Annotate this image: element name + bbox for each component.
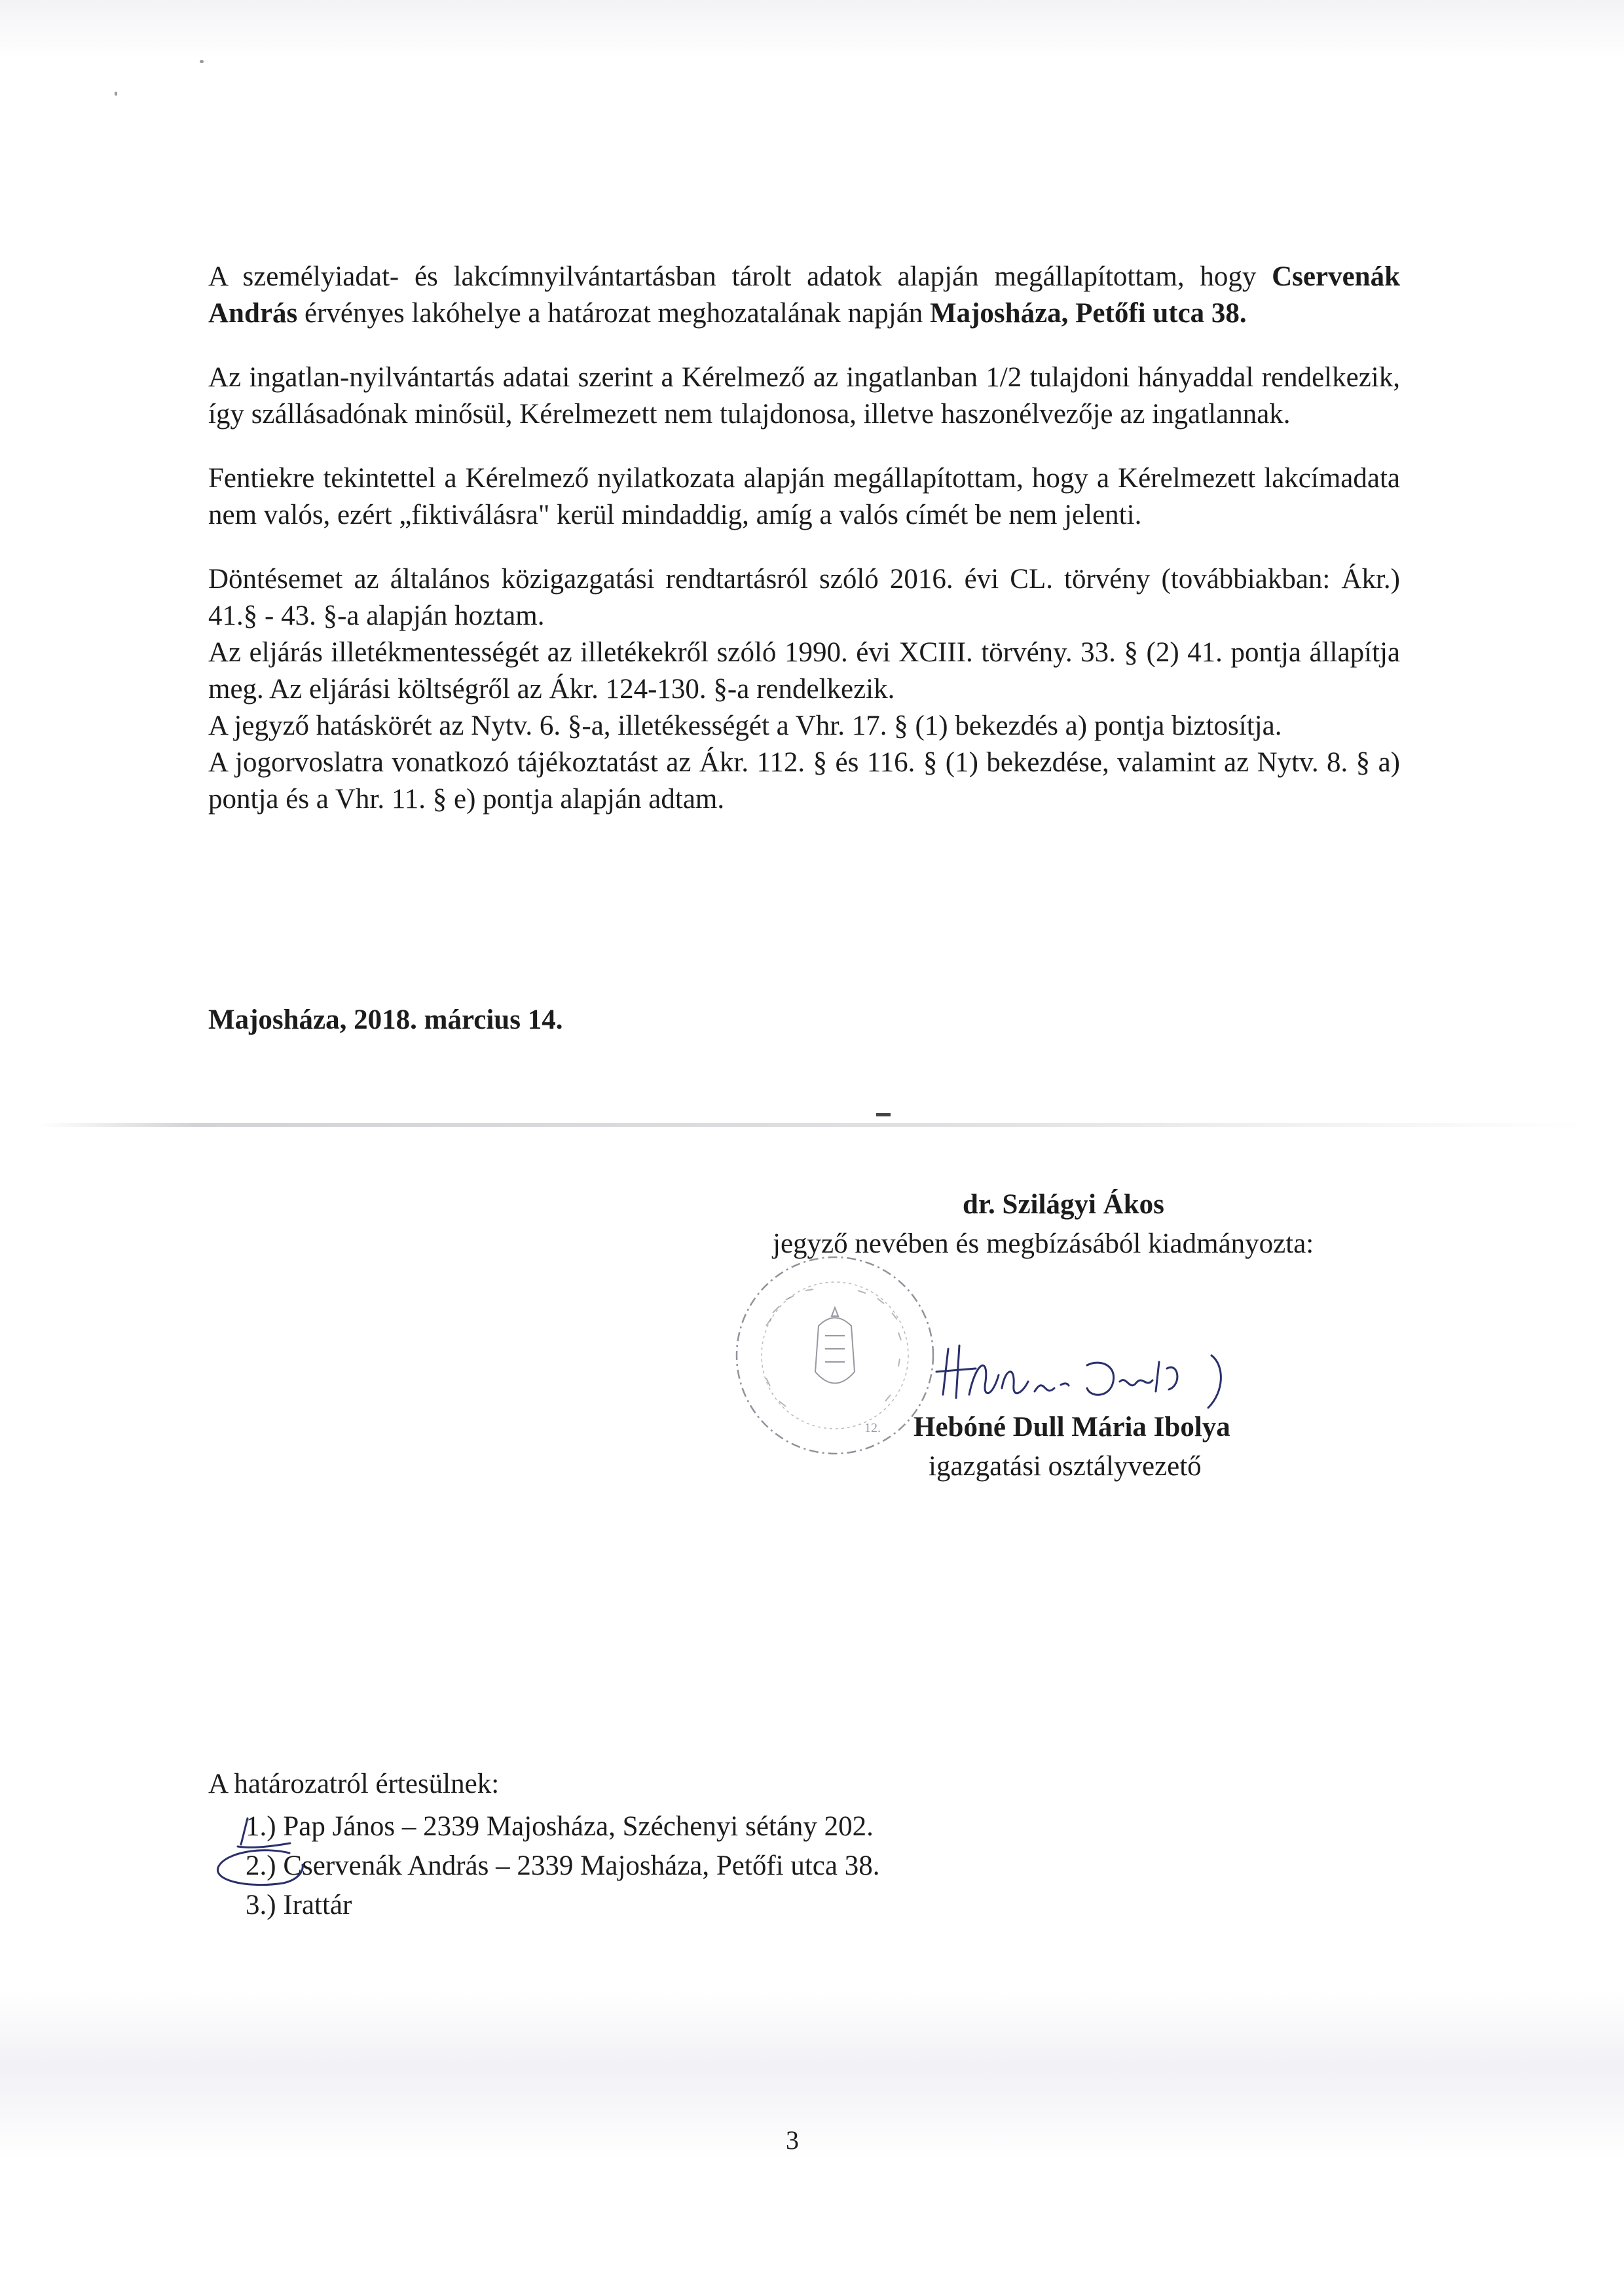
scan-speck [115, 92, 117, 96]
paragraph-competence: A jegyző hatáskörét az Nytv. 6. §-a, illetékességét a Vhr. 17. § (1) bekezdés a) pontja biztosítja. [208, 710, 1282, 741]
recipient-item: 1.) Pap János – 2339 Majosháza, Széchenyi sétány 202. [246, 1811, 874, 1842]
paragraph-text: A személyiadat- és lakcímnyilvántartásban tárolt adatok alapján megállapítottam, hogy [208, 261, 1272, 292]
document-body [208, 259, 1400, 818]
paragraph-legal-basis: Döntésemet az általános közigazgatási rendtartásról szóló 2016. évi CL. törvény (továbbiakban: Ákr.) 41.§ - 43. §-a alapján hoztam. [208, 564, 1400, 631]
paragraph-finding: Fentiekre tekintettel a Kérelmező nyilatkozata alapján megállapítottam, hogy a Kérelmezett lakcímadata nem valós, ezért „fiktiválásra" kerül mindaddig, amíg a valós címét be nem jelenti. [208, 463, 1400, 530]
paragraph-residence [208, 259, 1400, 332]
signer-role: jegyző nevében és megbízásából kiadmányozta: [773, 1228, 1314, 1259]
handwritten-underline-mark [234, 1810, 293, 1850]
recipient-item: 2.) Cservenák András – 2339 Majosháza, Petőfi utca 38. [246, 1850, 880, 1881]
paragraph-remedy: A jogorvoslatra vonatkozó tájékoztatást az Ákr. 112. § és 116. § (1) bekezdése, valamint az Nytv. 8. § a) pontja és a Vhr. 11. § e) pontja alapján adtam. [208, 747, 1400, 815]
scan-shade-top [0, 0, 1624, 59]
paper-mark [876, 1113, 891, 1116]
svg-text:12.: 12. [864, 1421, 881, 1435]
official-stamp [727, 1247, 943, 1463]
person-name: Cservenák András [208, 261, 1400, 329]
recipients-title: A határozatról értesülnek: [208, 1769, 500, 1799]
paragraph-text: érvényes lakóhelye a határozat meghozatalának napján [297, 298, 931, 329]
handwritten-signature [930, 1336, 1270, 1421]
paper-fold-line [39, 1123, 1585, 1127]
signer-name: dr. Szilágyi Ákos [963, 1189, 1164, 1220]
page-number: 3 [786, 2125, 799, 2155]
date-line: Majosháza, 2018. március 14. [208, 1004, 563, 1035]
paragraph-property: Az ingatlan-nyilvántartás adatai szerint a Kérelmező az ingatlanban 1/2 tulajdoni hányaddal rendelkezik, így szállásadónak minősül, Kérelmezett nem tulajdonosa, illetve haszonélvezője az ingatlannak. [208, 362, 1400, 430]
recipient-item: 3.) Irattár [246, 1890, 352, 1920]
address: Majosháza, Petőfi utca 38. [930, 298, 1247, 329]
scan-speck [200, 60, 204, 63]
officer-title: igazgatási osztályvezető [929, 1451, 1202, 1482]
officer-name: Hebóné Dull Mária Ibolya [913, 1412, 1230, 1442]
handwritten-circle-mark [211, 1845, 309, 1891]
paragraph-fees: Az eljárás illetékmentességét az illetékekről szóló 1990. évi XCIII. törvény. 33. § (2) 41. pontja állapítja meg. Az eljárási költségről az Ákr. 124-130. §-a rendelkezik. [208, 637, 1400, 705]
scan-shade-bottom [0, 1991, 1624, 2161]
